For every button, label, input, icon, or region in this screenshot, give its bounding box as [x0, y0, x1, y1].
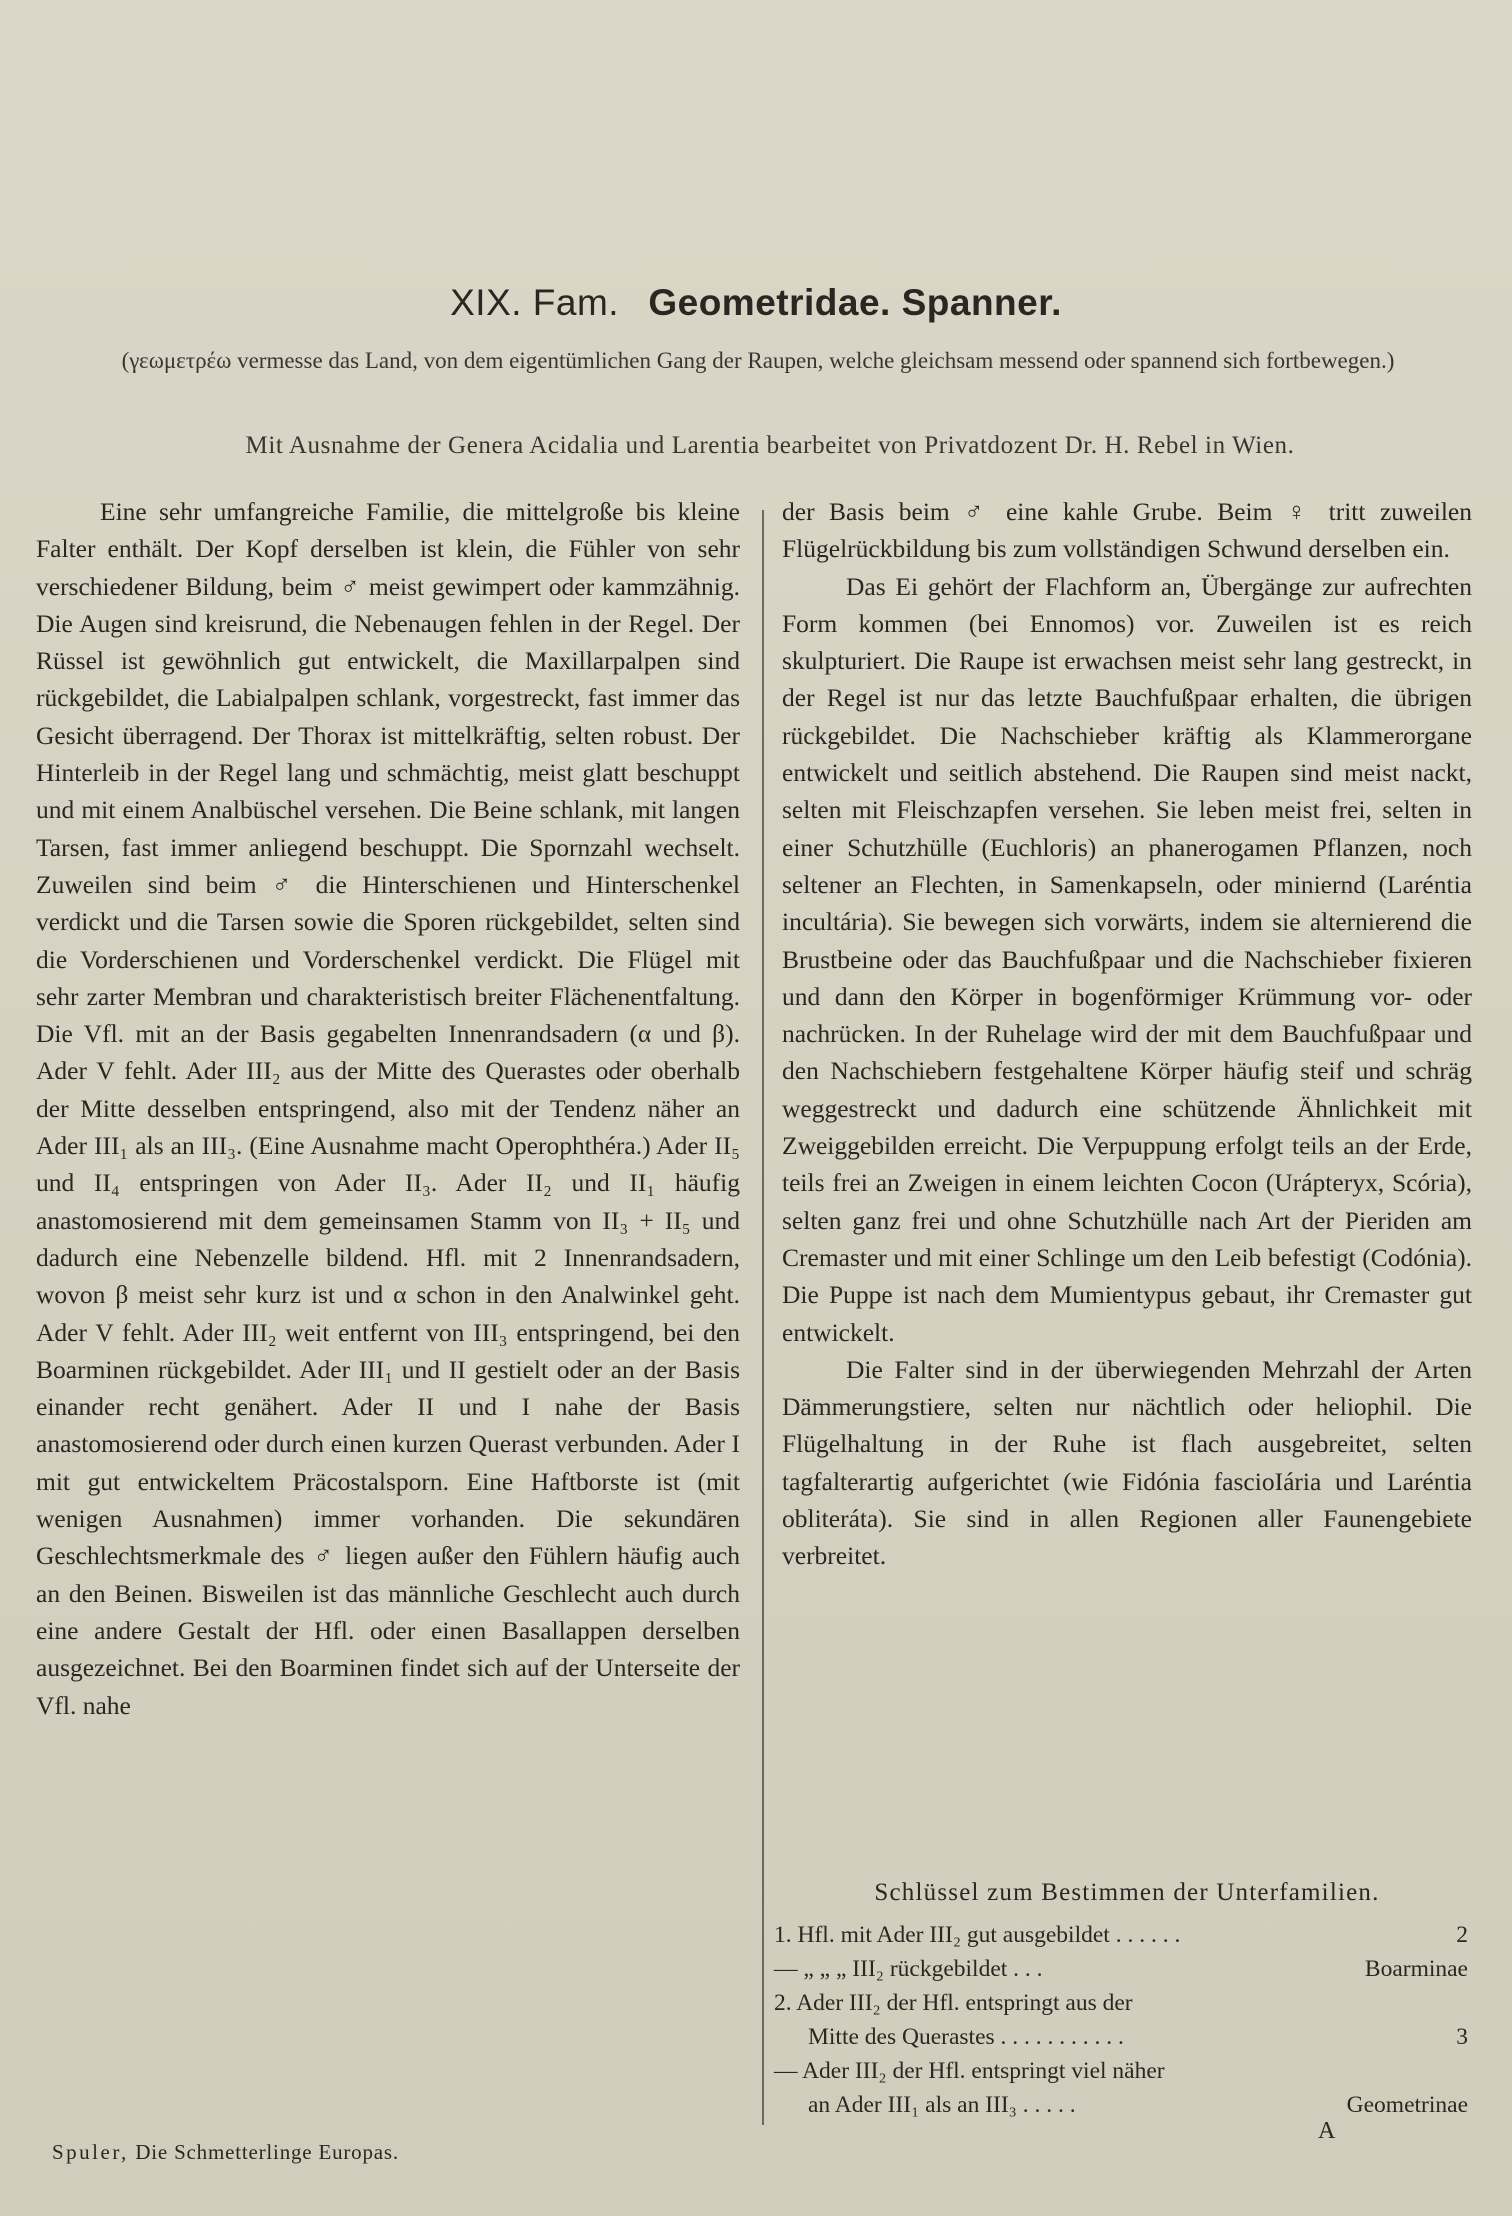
key-row-result: 2 [1456, 1922, 1468, 1948]
left-column [36, 493, 740, 1724]
etymology-note: (γεωμετρέω vermesse das Land, von dem eigentümlichen Gang der Raupen, welche gleichsam messend oder spannend sich fortbewegen.) [121, 348, 1395, 373]
key-row [774, 1952, 1468, 1986]
family-description-paragraph: Eine sehr umfangreiche Familie, die mittelgroße bis kleine Falter enthält. Der Kopf derselben ist klein, die Fühler von sehr verschiedener Bildung, beim ♂ meist gewimpert oder kammzähnig. Die Augen sind kreisrund, die Nebenaugen fehlen in der Regel. Der Rüssel ist gewöhnlich gut entwickelt, die Maxillarpalpen sind rückgebildet, die Labialpalpen schlank, vorgestreckt, fast immer das Gesicht überragend. Der Thorax ist mittelkräftig, selten robust. Der Hinterleib in der Regel lang und schmächtig, meist glatt beschuppt und mit einem Analbüschel versehen. Die Beine schlank, mit langen Tarsen, fast immer anliegend beschuppt. Die Spornzahl wechselt. Zuweilen sind beim ♂ die Hinterschienen und Hinterschenkel verdickt und die Tarsen sowie die Sporen rückgebildet, selten sind die Vorderschienen und Vorderschenkel verdickt. Die Flügel mit sehr zarter Membran und charakteristisch breiter Flächenentfaltung. Die Vfl. mit an der Basis gegabelten Innenrandsadern (α und β). Ader V fehlt. Ader III₂ aus der Mitte des Querastes oder oberhalb der Mitte desselben entspringend, also mit der Tendenz näher an Ader III₁ als an III₃. (Eine Ausnahme macht Operophthéra.) Ader II₅ und II₄ entspringen von Ader II₃. Ader II₂ und II₁ häufig anastomosierend mit dem gemeinsamen Stamm von II₃ + II₅ und dadurch eine Nebenzelle bildend. Hfl. mit 2 Innenrandsadern, wovon β meist sehr kurz ist und α schon in den Analwinkel geht. Ader V fehlt. Ader III₂ weit entfernt von III₃ entspringend, bei den Boarminen rückgebildet. Ader III₁ und II gestielt oder an der Basis einander recht genähert. Ader II und I nahe der Basis anastomosierend oder durch einen kurzen Querast verbunden. Ader I mit gut entwickeltem Präcostalsporn. Eine Haftborste ist (mit wenigen Ausnahmen) immer vorhanden. Die sekundären Geschlechtsmerkmale des ♂ liegen außer den Fühlern häufig auch an den Beinen. Bisweilen ist das männliche Geschlecht auch durch eine andere Gestalt der Hfl. oder einen Basallappen derselben ausgezeichnet. Bei den Boarminen findet sich auf der Unterseite der Vfl. nahe [36, 497, 740, 1720]
paragraph-egg-larva: Das Ei gehört der Flachform an, Übergänge zur aufrechten Form kommen (bei Ennomos) vor. Zuweilen ist es reich skulpturiert. Die Raupe ist erwachsen meist sehr lang gestreckt, in der Regel ist nur das letzte Bauchfußpaar erhalten, die übrigen rückgebildet. Die Nachschieber kräftig als Klammerorgane entwickelt und seitlich abstehend. Die Raupen sind meist nackt, selten mit Fleischzapfen versehen. Sie leben meist frei, selten in einer Schutzhülle (Euchloris) an phanerogamen Pflanzen, noch seltener an Flechten, in Samenkapseln, oder miniernd (Laréntia incultária). Sie bewegen sich vorwärts, indem sie alternierend die Brustbeine oder das Bauchfußpaar und die Nachschieber fixieren und dann den Körper in bogenförmiger Krümmung vor- oder nachrücken. In der Ruhelage wird der mit dem Bauchfußpaar und den Nachschiebern festgehaltene Körper häufig steif und schräg weggestreckt und dadurch eine schützende Ähnlichkeit mit Zweiggebilden erreicht. Die Verpuppung erfolgt teils an der Erde, teils frei an Zweigen in einem leichten Cocon (Urápteryx, Scória), selten ganz frei und ohne Schutzhülle nach Art der Pieriden am Cremaster und mit einer Schlinge um den Leib befestigt (Codónia). Die Puppe ist nach dem Mumientypus gebaut, ihr Cremaster gut entwickelt. [782, 571, 1472, 1347]
paragraph-continued: der Basis beim ♂ eine kahle Grube. Beim ♀ tritt zuweilen Flügelrückbildung bis zum vollständigen Schwund derselben ein. [782, 497, 1472, 564]
key-row [774, 1918, 1468, 1952]
key-row [774, 2054, 1468, 2122]
family-name: Geometridae. Spanner. [648, 282, 1062, 323]
key-row-continuation [774, 2020, 1468, 2054]
family-heading [0, 282, 1512, 325]
key-row-result: Boarminae [1364, 1956, 1468, 1982]
right-column [782, 493, 1472, 1575]
key-row-text: — Ader III₂ der Hfl. entspringt viel näher [774, 2058, 1165, 2084]
key-row [774, 1986, 1468, 2054]
column-divider [762, 510, 764, 2125]
key-row-result: 3 [1456, 2024, 1468, 2050]
paragraph-imago: Die Falter sind in der überwiegenden Mehrzahl der Arten Dämmerungstiere, selten nur nächtlich oder heliophil. Die Flügelhaltung in der Ruhe ist flach ausgebreitet, selten tagfalterartig aufgerichtet (wie Fidónia fascioIária und Laréntia obliteráta). Sie sind in allen Regionen aller Faunengebiete verbreitet. [782, 1354, 1472, 1571]
signature-mark: A [1318, 2118, 1336, 2144]
footer-book-title: Die Schmetterlinge Europas. [135, 2140, 399, 2164]
family-number: XIX. Fam. [450, 282, 620, 323]
key-row-text: 1. Hfl. mit Ader III₂ gut ausgebildet . . . . . . [774, 1922, 1181, 1948]
footer-author: Spuler, [52, 2140, 129, 2164]
key-row-result: Geometrinae [1346, 2092, 1468, 2118]
identification-key [774, 1918, 1468, 2122]
page-footer [52, 2140, 399, 2165]
key-row-text: an Ader III₁ als an III₃ . . . . . [808, 2092, 1076, 2118]
key-row-text: — „ „ „ III₂ rückgebildet . . . [774, 1956, 1043, 1982]
author-note: Mit Ausnahme der Genera Acidalia und Larentia bearbeitet von Privatdozent Dr. H. Rebel in Wien. [245, 432, 1295, 459]
key-row-text: 2. Ader III₂ der Hfl. entspringt aus der [774, 1990, 1133, 2016]
key-row-text: Mitte des Querastes . . . . . . . . . . . [808, 2024, 1124, 2050]
key-title: Schlüssel zum Bestimmen der Unterfamilien. [874, 1879, 1380, 1906]
key-row-continuation [774, 2088, 1468, 2122]
